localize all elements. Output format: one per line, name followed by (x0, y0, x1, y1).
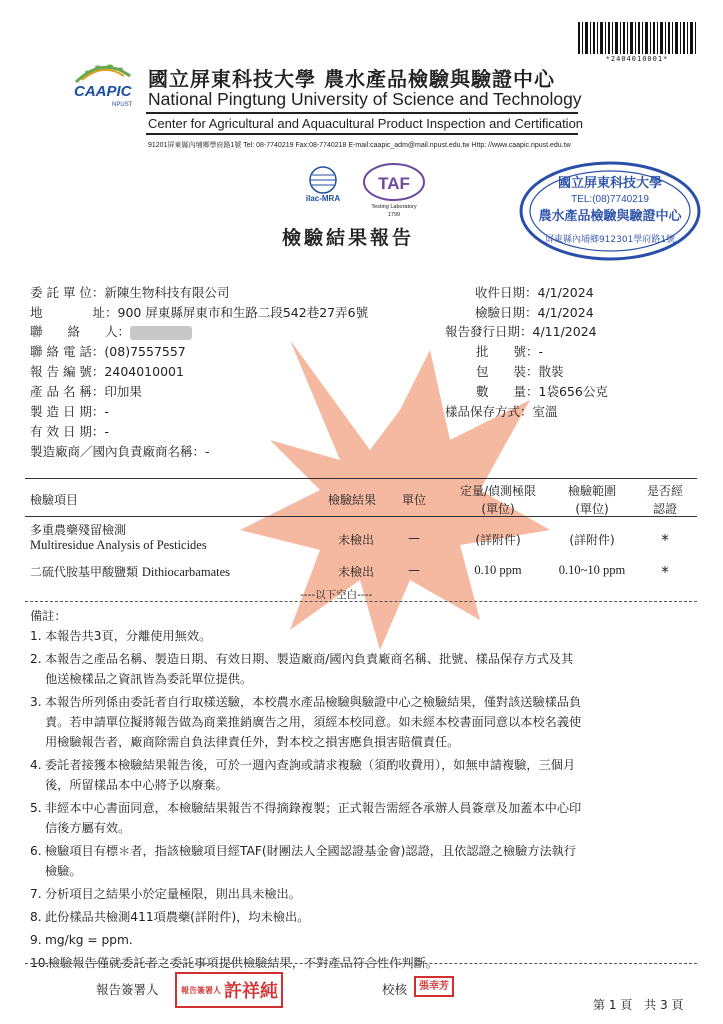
header-result: 檢驗結果 (328, 493, 377, 507)
note-number: 8. (30, 910, 42, 924)
field-quantity: 數 量：1袋656公克 (476, 384, 608, 399)
field-batch-number: 批 號：- (476, 344, 544, 359)
note-number: 10. (30, 956, 50, 970)
redacted-name (130, 326, 192, 340)
note-line: 用檢驗報告者，廠商除需自負法律責任外，對本校之損害應負損害賠償責任。 (45, 735, 460, 749)
note-item (30, 692, 695, 752)
header-accredited-2: 認證 (652, 502, 677, 516)
note-line: 後，所留樣品本中心將予以廢棄。 (45, 778, 228, 792)
field-expiry-date: 有 效 日 期：- (30, 424, 109, 439)
note-line: 他送檢樣品之資訊皆為委託單位提供。 (45, 672, 253, 686)
svg-text:1799: 1799 (387, 212, 401, 218)
note-number: 2. (30, 652, 42, 666)
note-line: 非經本中心書面同意，本檢驗結果報告不得摘錄複製；正式報告需經各承辦人員簽章及加蓋本中心印 (45, 801, 582, 815)
note-line: 此份樣品共檢測411項農藥(詳附件)，均未檢出。 (45, 910, 310, 924)
row1-result: 未檢出 (338, 533, 375, 547)
center-official-stamp (518, 160, 702, 262)
note-number: 5. (30, 801, 42, 815)
signer-label: 報告簽署人 (96, 982, 159, 997)
notes-list (30, 626, 695, 970)
note-item (30, 755, 695, 795)
field-received-date: 收件日期：4/1/2024 (475, 285, 594, 300)
taf-logo (362, 162, 426, 218)
field-packaging: 包 裝：散裝 (476, 364, 564, 379)
header-limit-unit: (單位) (481, 502, 515, 516)
note-line: 分析項目之結果小於定量極限，則出具未檢出。 (45, 887, 301, 901)
svg-text:農水產品檢驗與驗證中心: 農水產品檢驗與驗證中心 (538, 209, 682, 224)
svg-text:TEL:(08)7740219: TEL:(08)7740219 (571, 194, 649, 205)
checker-label: 校核 (382, 982, 408, 997)
svg-text:TAF: TAF (378, 174, 410, 193)
ilac-mra-logo (296, 165, 350, 203)
note-number: 9. (30, 933, 42, 947)
header-item: 檢驗項目 (30, 493, 79, 507)
row2-item: 二硫代胺基甲酸鹽類 Dithiocarbamates (30, 565, 231, 579)
center-name-en: Center for Agricultural and Aquacultural Product Inspection and Certification (148, 116, 584, 131)
university-name-en: National Pingtung University of Science and Technology (148, 89, 582, 109)
svg-text:Testing Laboratory: Testing Laboratory (371, 204, 417, 210)
table-top-rule (25, 478, 697, 479)
row1-limit: (詳附件) (475, 533, 521, 547)
field-manufacturer: 製造廠商／國內負責廠商名稱：- (30, 444, 210, 459)
note-item (30, 930, 695, 950)
header-accredited: 是否經 (646, 484, 683, 498)
row2-result: 未檢出 (338, 565, 375, 579)
note-item (30, 649, 695, 689)
row1-item-zh: 多重農藥殘留檢測 (30, 523, 127, 537)
header-unit: 單位 (402, 493, 427, 507)
field-address: 地 址：900 屏東縣屏東市和生路二段542巷27弄6號 (30, 305, 369, 320)
university-name-zh: 國立屏東科技大學 農水產品檢驗與驗證中心 (148, 67, 555, 91)
barcode (576, 22, 698, 58)
note-number: 4. (30, 758, 42, 772)
field-issue-date: 報告發行日期：4/11/2024 (445, 324, 597, 339)
checker-seal: 張幸芳 (414, 976, 454, 997)
note-line: 信後方屬有效。 (45, 821, 131, 835)
note-line: 責。若申請單位擬將報告做為商業推銷廣告之用，須經本校同意。如未經本校書面同意以本校名義使 (45, 715, 582, 729)
svg-text:國立屏東科技大學: 國立屏東科技大學 (557, 176, 663, 191)
svg-text:ilac-MRA: ilac-MRA (305, 194, 341, 203)
row2-range: 0.10~10 ppm (558, 563, 626, 577)
svg-text:屏東縣內埔鄉912301學府路1號: 屏東縣內埔鄉912301學府路1號 (544, 235, 676, 245)
note-item (30, 841, 695, 881)
signer-seal: 報告簽署人 許祥純 (175, 972, 283, 1008)
note-line: 委託者接獲本檢驗結果報告後，可於一週內查詢或請求複驗（須酌收費用），如無申請複驗，三個月 (45, 758, 576, 772)
row2-unit: — (408, 563, 420, 577)
notes-title: 備註： (30, 609, 67, 623)
note-line: mg/kg = ppm. (45, 933, 133, 947)
page-indicator: 第 1 頁 共 3 頁 (593, 998, 684, 1012)
field-product-name: 產 品 名 稱：印加果 (30, 384, 142, 399)
field-storage: 樣品保存方式：室溫 (445, 404, 558, 419)
note-item (30, 907, 695, 927)
note-number: 6. (30, 844, 42, 858)
note-number: 3. (30, 695, 42, 709)
note-line: 檢驗。 (45, 864, 82, 878)
row1-item-en: Multiresidue Analysis of Pesticides (30, 538, 207, 552)
note-item (30, 798, 695, 838)
row1-accredited: * (661, 531, 669, 549)
row1-range: (詳附件) (569, 533, 615, 547)
table-bottom-rule (25, 601, 697, 602)
blank-marker: ----以下空白---- (300, 589, 373, 601)
note-item (30, 884, 695, 904)
header-range-unit: (單位) (575, 502, 609, 516)
header-limit: 定量/偵測極限 (459, 484, 537, 498)
note-line: 檢驗報告僅就委託者之委託事項提供檢驗結果，不對產品符合性作判斷。 (48, 956, 438, 970)
signature-rule (25, 963, 697, 964)
header-rule (146, 133, 578, 135)
caapic-logo (68, 58, 138, 110)
contact-line: 91201屏東縣內埔鄉學府路1號 Tel: 08-7740219 Fax:08-7740218 E-mail:caapic_adm@mail.npust.edu.tw Http: //www.caapic.npust.edu.tw (148, 142, 571, 149)
note-item (30, 626, 695, 646)
svg-text:CAAPIC: CAAPIC (74, 83, 132, 100)
row2-accredited: * (661, 563, 669, 581)
field-report-number: 報 告 編 號：2404010001 (30, 364, 184, 379)
svg-text:NPUST: NPUST (112, 102, 133, 108)
field-test-date: 檢驗日期：4/1/2024 (475, 305, 594, 320)
note-line: 本報告所列係由委託者自行取樣送驗，本校農水產品檢驗與驗證中心之檢驗結果，僅對該送驗樣品負 (45, 695, 582, 709)
header-rule (146, 112, 578, 114)
report-title: 檢驗結果報告 (282, 227, 415, 249)
header-range: 檢驗範圍 (567, 484, 616, 498)
field-contact-person: 聯 絡 人： (30, 322, 192, 340)
field-client: 委 託 單 位：新陳生物科技有限公司 (30, 285, 230, 300)
note-line: 檢驗項目有標＊者，指該檢驗項目經TAF(財團法人全國認證基金會)認證，且依認證之檢驗方法執行 (45, 844, 577, 858)
row2-limit: 0.10 ppm (474, 563, 522, 577)
field-phone: 聯 絡 電 話：(08)7557557 (30, 344, 186, 359)
note-number: 7. (30, 887, 42, 901)
note-line: 本報告之產品名稱、製造日期、有效日期、製造廠商/國內負責廠商名稱、批號、樣品保存方式及其 (45, 652, 574, 666)
row1-unit: — (408, 531, 420, 545)
table-header-rule (25, 516, 697, 517)
barcode-number: *2404010001* (605, 55, 669, 63)
field-manufacture-date: 製 造 日 期：- (30, 404, 109, 419)
note-line: 本報告共3頁，分離使用無效。 (45, 629, 212, 643)
note-number: 1. (30, 629, 42, 643)
